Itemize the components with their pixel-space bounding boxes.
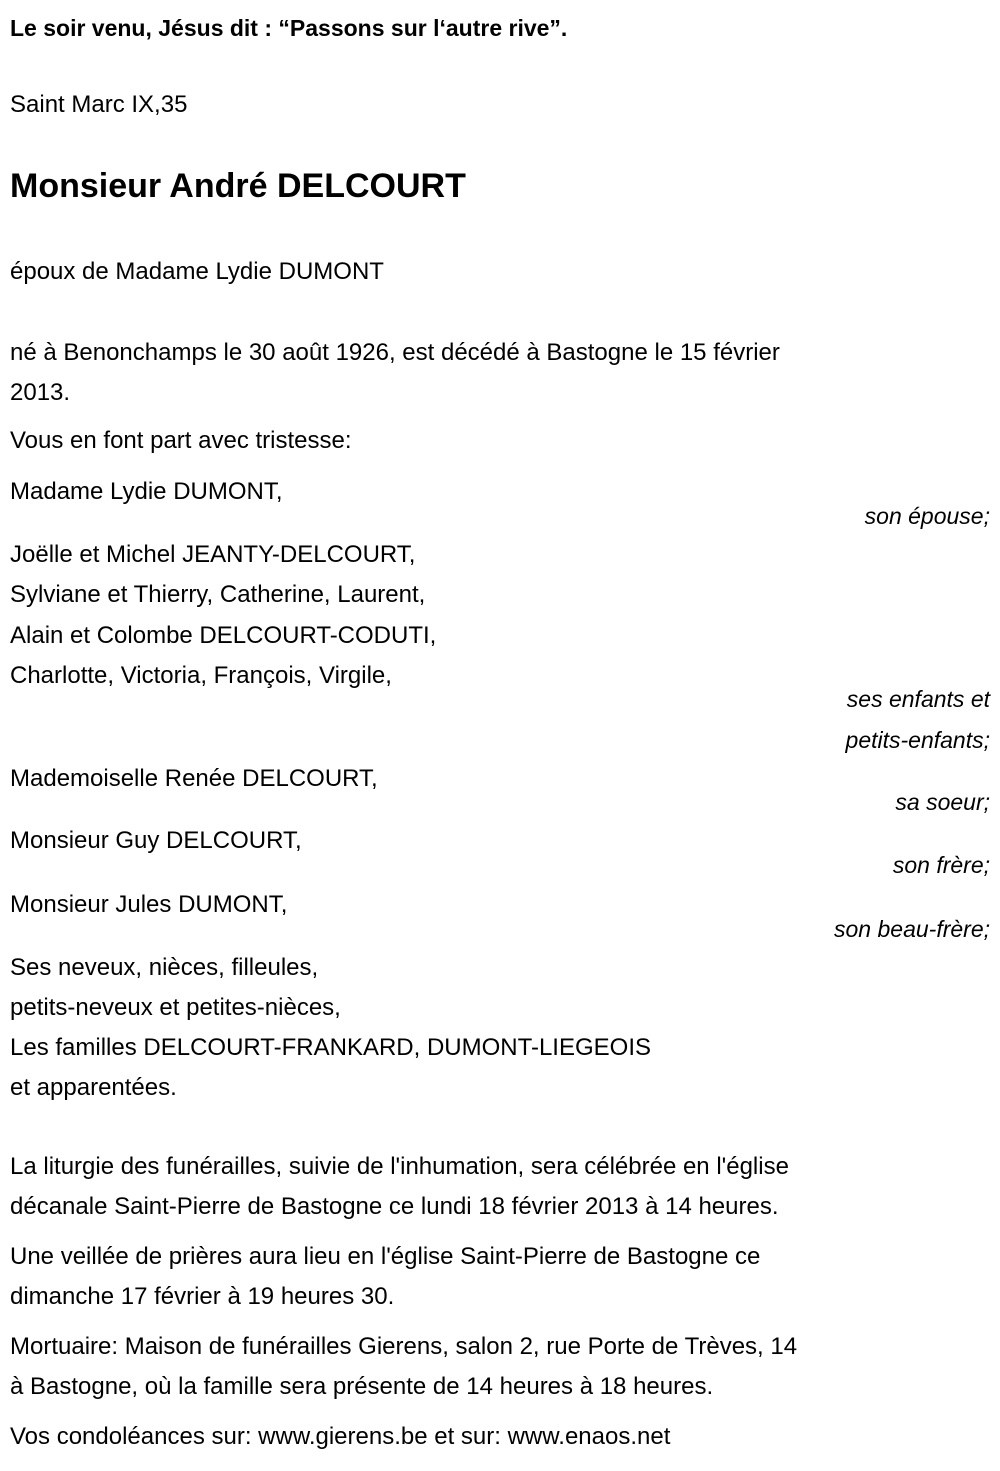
others-line: et apparentées. <box>10 1074 177 1101</box>
announcement: Vous en font part avec tristesse: <box>10 427 352 454</box>
others-line: Ses neveux, nièces, filleules, <box>10 954 319 981</box>
birth-death-line: né à Benonchamps le 30 août 1926, est décédé à Bastogne le 15 février <box>10 339 780 366</box>
others-line: Les familles DELCOURT-FRANKARD, DUMONT-LIEGEOIS <box>10 1034 652 1061</box>
vigil-line: dimanche 17 février à 19 heures 30. <box>10 1283 395 1310</box>
family-name: Monsieur Jules DUMONT, <box>10 891 288 918</box>
spouse-line: époux de Madame Lydie DUMONT <box>10 258 384 285</box>
liturgy-line: décanale Saint-Pierre de Bastogne ce lundi 18 février 2013 à 14 heures. <box>10 1193 779 1220</box>
family-name: Alain et Colombe DELCOURT-CODUTI, <box>10 622 437 649</box>
condolences-line: Vos condoléances sur: www.gierens.be et sur: www.enaos.net <box>10 1423 671 1450</box>
mortuary-line: Mortuaire: Maison de funérailles Gierens, salon 2, rue Porte de Trèves, 14 <box>10 1333 798 1360</box>
family-name: Madame Lydie DUMONT, <box>10 478 283 505</box>
epigraph-source: Saint Marc IX,35 <box>10 91 188 118</box>
family-name: Joëlle et Michel JEANTY-DELCOURT, <box>10 541 416 568</box>
family-name: Charlotte, Victoria, François, Virgile, <box>10 662 392 689</box>
family-relation: sa soeur; <box>895 789 990 815</box>
birth-death-line: 2013. <box>10 379 71 406</box>
others-line: petits-neveux et petites-nièces, <box>10 994 341 1021</box>
liturgy-line: La liturgie des funérailles, suivie de l'inhumation, sera célébrée en l'église <box>10 1153 789 1180</box>
family-relation: son beau-frère; <box>834 916 990 942</box>
deceased-name: Monsieur André DELCOURT <box>10 167 466 205</box>
mortuary-line: à Bastogne, où la famille sera présente de 14 heures à 18 heures. <box>10 1373 714 1400</box>
family-relation: petits-enfants; <box>845 727 990 753</box>
family-relation: ses enfants et <box>846 686 990 712</box>
family-name: Sylviane et Thierry, Catherine, Laurent, <box>10 581 426 608</box>
family-name: Mademoiselle Renée DELCOURT, <box>10 765 378 792</box>
family-relation: son frère; <box>892 852 990 878</box>
epigraph: Le soir venu, Jésus dit : “Passons sur l‘autre rive”. <box>10 15 568 41</box>
vigil-line: Une veillée de prières aura lieu en l'église Saint-Pierre de Bastogne ce <box>10 1243 761 1270</box>
family-name: Monsieur Guy DELCOURT, <box>10 827 302 854</box>
family-relation: son épouse; <box>864 503 990 529</box>
